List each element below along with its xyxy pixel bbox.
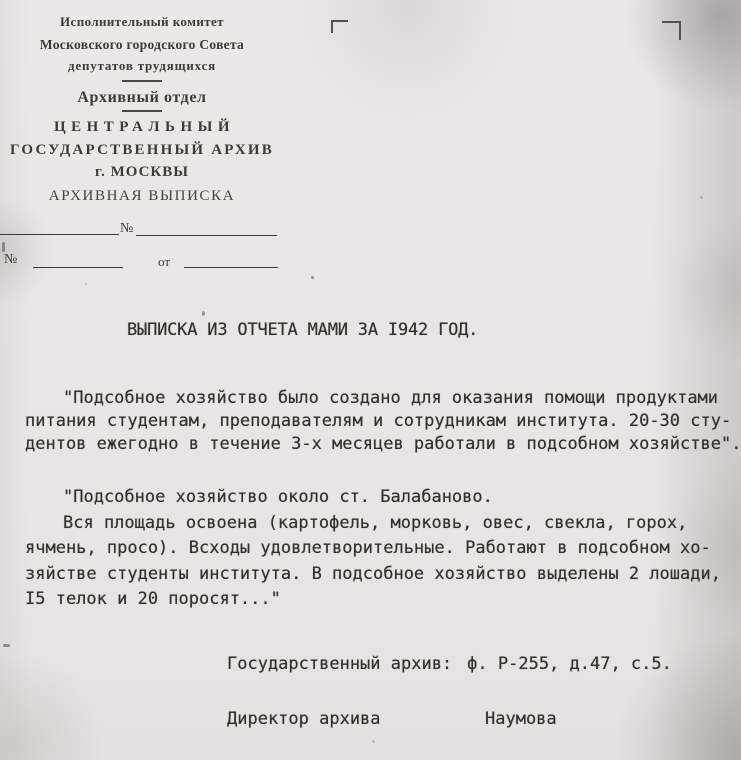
- number-field-rule: [0, 234, 119, 235]
- org-name-line-2: Московского городского Совета: [39, 37, 245, 52]
- archive-reference-citation: ф. Р-255, д.47, с.5.: [467, 654, 672, 674]
- body-line: дентов ежегодно в течение 3-х месяцев работали в подсобном хозяйстве".: [25, 434, 741, 454]
- date-from-label: от: [158, 254, 171, 269]
- crop-mark-top-left: [331, 20, 348, 33]
- ink-speck: [311, 276, 314, 279]
- org-name-line-1: Исполнительный комитет: [60, 14, 224, 29]
- body-line: зяйстве студенты института. В подсобное хозяйство выделены 2 лошади,: [25, 563, 721, 584]
- body-line: I5 телок и 20 поросят...": [25, 589, 281, 609]
- number-field-rule: [33, 267, 123, 268]
- ink-speck: [202, 311, 205, 316]
- ink-speck: [3, 644, 10, 647]
- department-name: Архивный отдел: [77, 89, 207, 106]
- archive-name-line-3: г. МОСКВЫ: [94, 164, 190, 180]
- ink-speck: [700, 196, 703, 199]
- number-field-rule: [136, 235, 277, 236]
- extract-paragraph-1: [25, 387, 741, 456]
- extract-title: ВЫПИСКА ИЗ ОТЧЕТА МАМИ ЗА I942 ГОД.: [127, 320, 479, 340]
- doc-type-label: АРХИВНАЯ ВЫПИСКА: [48, 188, 236, 204]
- ink-speck: [2, 242, 5, 252]
- crop-mark-top-right: [662, 21, 681, 40]
- letterhead-divider: [122, 110, 162, 112]
- body-line: "Подсобное хозяйство около ст. Балабаново.: [63, 487, 493, 507]
- date-field-rule: [184, 267, 278, 268]
- ink-speck: [85, 283, 87, 285]
- number-label: №: [4, 252, 18, 267]
- ink-speck: [372, 740, 375, 743]
- archive-name-line-1: ЦЕНТРАЛЬНЫЙ: [53, 119, 236, 135]
- body-line: Вся площадь освоена (картофель, морковь, овес, свекла, горох,: [63, 512, 688, 533]
- signatory-role: Директор архива: [227, 709, 381, 729]
- letterhead-divider: [122, 80, 162, 82]
- archive-reference: [227, 654, 672, 674]
- signatory-name: Наумова: [485, 709, 557, 729]
- org-name-line-3: депутатов трудящихся: [68, 58, 216, 73]
- body-line: питания студентам, преподавателям и сотрудникам института. 20-30 сту-: [25, 411, 732, 431]
- number-label: №: [120, 221, 134, 236]
- archive-name-line-2: ГОСУДАРСТВЕННЫЙ АРХИВ: [10, 142, 274, 158]
- body-line: ячмень, просо). Всходы удовлетворительные. Работают в подсобном хо-: [25, 538, 711, 558]
- extract-paragraph-2: [25, 485, 741, 613]
- archive-reference-label: Государственный архив:: [227, 654, 453, 674]
- body-line: "Подсобное хозяйство было создано для оказания помощи продуктами: [63, 388, 719, 408]
